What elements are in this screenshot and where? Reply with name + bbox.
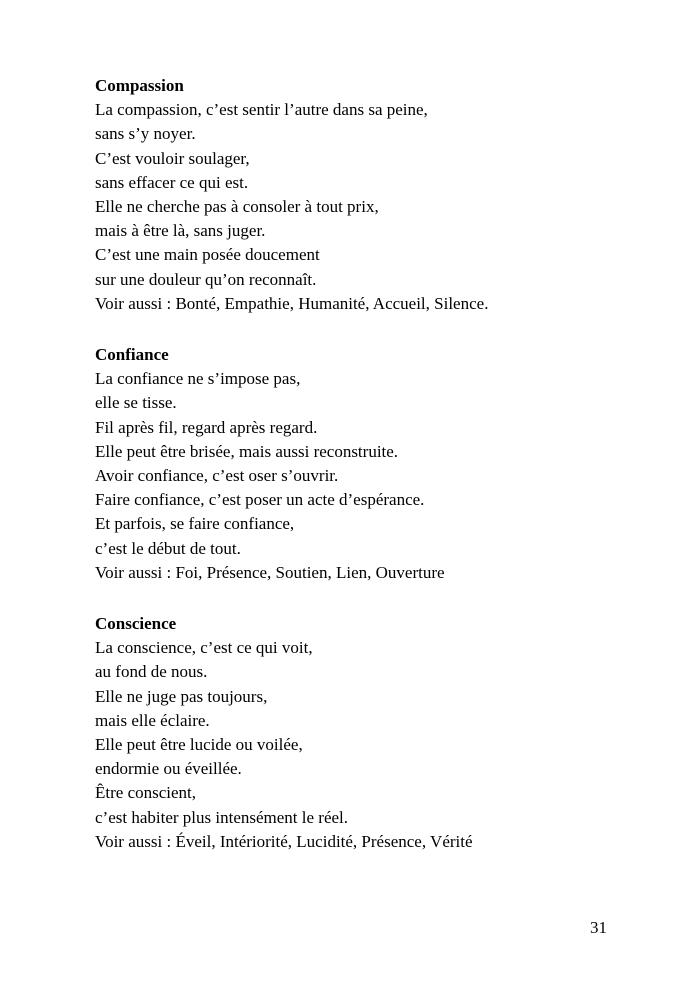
page-number: 31: [590, 918, 607, 937]
entry-line: au fond de nous.: [95, 662, 208, 682]
entry-title: Conscience: [95, 614, 177, 634]
entry-line: sans s’y noyer.: [95, 124, 196, 144]
see-also-line: Voir aussi : Éveil, Intériorité, Lucidité, Présence, Vérité: [95, 831, 473, 851]
entry-line: Elle peut être lucide ou voilée,: [95, 735, 303, 755]
entry-line: Être conscient,: [95, 783, 197, 803]
glossary-page: [95, 74, 655, 881]
entry-conscience: [95, 612, 655, 854]
entry-line: mais à être là, sans juger.: [95, 221, 266, 241]
entry-line: mais elle éclaire.: [95, 710, 210, 730]
entry-line: endormie ou éveillée.: [95, 759, 242, 779]
entry-line: Fil après fil, regard après regard.: [95, 417, 318, 437]
entry-line: Faire confiance, c’est poser un acte d’espérance.: [95, 490, 425, 510]
entry-line: Elle peut être brisée, mais aussi reconstruite.: [95, 441, 399, 461]
entry-line: La conscience, c’est ce qui voit,: [95, 638, 313, 658]
see-also-line: Voir aussi : Foi, Présence, Soutien, Lien, Ouverture: [95, 562, 445, 582]
entry-line: Avoir confiance, c’est oser s’ouvrir.: [95, 466, 339, 486]
entry-line: c’est le début de tout.: [95, 538, 241, 558]
entry-line: Et parfois, se faire confiance,: [95, 514, 295, 534]
entry-line: La confiance ne s’impose pas,: [95, 369, 301, 389]
entry-line: Elle ne cherche pas à consoler à tout prix,: [95, 197, 379, 217]
entry-line: C’est une main posée doucement: [95, 245, 320, 265]
see-also-line: Voir aussi : Bonté, Empathie, Humanité, Accueil, Silence.: [95, 293, 489, 313]
entry-line: c’est habiter plus intensément le réel.: [95, 807, 349, 827]
entry-line: sans effacer ce qui est.: [95, 172, 249, 192]
entry-line: Elle ne juge pas toujours,: [95, 686, 268, 706]
entry-line: sur une douleur qu’on reconnaît.: [95, 269, 317, 289]
entry-line: C’est vouloir soulager,: [95, 148, 250, 168]
entry-confiance: [95, 343, 655, 585]
entry-line: elle se tisse.: [95, 393, 177, 413]
entry-line: La compassion, c’est sentir l’autre dans sa peine,: [95, 100, 428, 120]
entry-title: Compassion: [95, 76, 184, 95]
entry-compassion: [95, 74, 655, 316]
entry-title: Confiance: [95, 345, 169, 365]
